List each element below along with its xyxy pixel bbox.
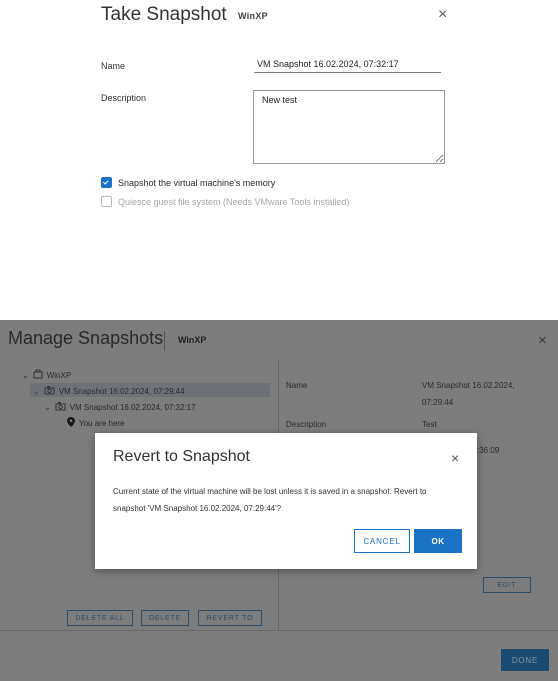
details-description-label: Description [286,420,327,429]
chevron-down-icon[interactable]: ⌄ [22,370,29,380]
dialog-title: Revert to Snapshot [113,448,250,465]
revert-dialog [95,433,477,569]
snapshot-name-input[interactable] [254,56,441,73]
edit-button[interactable]: EDIT [483,577,531,593]
close-icon[interactable]: × [451,450,460,466]
quiesce-checkbox-label: Quiesce guest file system (Needs VMware Tools installed) [118,196,350,207]
chevron-down-icon[interactable]: ⌄ [33,386,40,396]
tree-item-vm[interactable] [22,369,71,381]
details-name-label: Name [286,381,308,390]
name-label: Name [101,61,126,71]
title-separator [164,331,165,351]
dialog-title: Manage Snapshots [8,328,164,348]
vm-name: WinXP [178,335,207,345]
vm-icon [33,369,43,381]
memory-checkbox-row[interactable] [101,177,275,188]
memory-checkbox[interactable] [101,177,112,188]
quiesce-checkbox-row [101,196,349,207]
ok-button[interactable]: OK [414,529,462,553]
memory-checkbox-label: Snapshot the virtual machine's memory [118,177,276,188]
footer-divider [0,630,558,631]
description-textarea[interactable] [253,90,445,164]
tree-item-you-are-here [67,417,125,429]
snapshot-icon [55,401,66,413]
close-icon[interactable]: × [538,332,547,349]
tree-item-snapshot-2[interactable] [44,401,196,413]
vm-name: WinXP [238,11,268,21]
done-button[interactable]: DONE [501,649,549,671]
revert-to-button[interactable]: REVERT TO [198,610,262,626]
cancel-button[interactable]: CANCEL [354,529,410,553]
delete-button[interactable]: DELETE [141,610,189,626]
tree-item-label: You are here [79,418,125,428]
tree-item-snapshot-1[interactable] [33,385,185,397]
take-snapshot-dialog [0,0,558,300]
delete-all-button[interactable]: DELETE ALL [67,610,133,626]
dialog-title: Take Snapshot [101,4,227,25]
dialog-message: Current state of the virtual machine will be lost unless it is saved in a snapshot. Revert to snapshot 'VM Snapshot 16.02.2024, 07:29:44'? [113,487,427,513]
details-name-value-line2: 07:29:44 [422,398,454,407]
tree-item-label: VM Snapshot 16.02.2024, 07:29:44 [58,386,185,396]
details-description-value: Test [422,420,437,429]
location-pin-icon [67,417,75,429]
quiesce-checkbox [101,196,112,207]
tree-item-label: WinXP [46,370,72,380]
snapshot-icon [44,385,55,397]
tree-item-label: VM Snapshot 16.02.2024, 07:32:17 [69,402,196,412]
details-name-value-line1: VM Snapshot 16.02.2024, [422,381,515,390]
details-timestamp-partial: :36:09 [477,446,500,455]
close-icon[interactable]: × [438,6,448,23]
chevron-down-icon[interactable]: ⌄ [44,402,51,412]
description-label: Description [101,93,147,103]
